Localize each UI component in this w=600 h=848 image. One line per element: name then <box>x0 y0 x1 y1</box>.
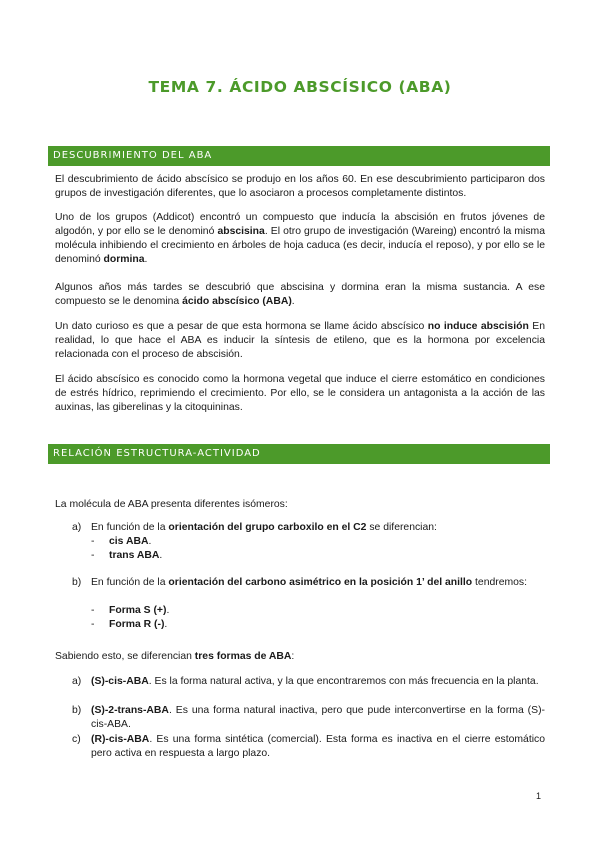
sublist-item-cis: cis ABA. <box>109 536 152 547</box>
sublist-item-forma-s: Forma S (+). <box>109 605 170 616</box>
section-heading-descubrimiento: DESCUBRIMIENTO DEL ABA <box>48 146 550 166</box>
form-item-s-cis: (S)-cis-ABA. Es la forma natural activa, y la que encontraremos con más frecuencia en la planta. <box>91 676 539 687</box>
list-item-carbono: En función de la orientación del carbono asimétrico en la posición 1’ del anillo tendremos: <box>91 577 528 588</box>
paragraph-1: El descubrimiento de ácido abscísico se produjo en los años 60. En ese descubrimiento participaron dos grupos de investigación diferentes, que lo asociaron a procesos completamente distintos. <box>55 174 545 199</box>
paragraph-4: Un dato curioso es que a pesar de que esta hormona se llame ácido abscísico no induce abscisión En realidad, lo que hace el ABA es inducir la síntesis de etileno, que es la hormona por excelencia relacionada con el proceso de abscisión. <box>55 321 545 360</box>
paragraph-2: Uno de los grupos (Addicot) encontró un compuesto que inducía la abscisión en frutos jóvenes de algodón, y por ello se le denominó abscisina. El otro grupo de investigación (Wareing) encontró la misma molécula inhibiendo el crecimiento en árboles de hoja caduca (es decir, inducía el reposo), y por ello se le denominó dormina. <box>55 212 545 265</box>
list-marker-form-a: a) <box>72 676 82 687</box>
list-item-carboxilo: En función de la orientación del grupo carboxilo en el C2 se diferencian: <box>91 522 437 533</box>
sublist-item-forma-r: Forma R (-). <box>109 619 168 630</box>
list-marker-form-b: b) <box>72 705 82 716</box>
forms-intro: Sabiendo esto, se diferencian tres formas de ABA: <box>55 651 295 662</box>
form-item-s-2-trans: (S)-2-trans-ABA. Es una forma natural inactiva, pero que pude interconvertirse en la forma (S)-cis-ABA. <box>91 705 545 730</box>
sublist-item-trans: trans ABA. <box>109 550 163 561</box>
document-title: TEMA 7. ÁCIDO ABSCÍSICO (ABA) <box>148 78 452 96</box>
dash-marker: - <box>91 536 95 547</box>
dash-marker: - <box>91 550 95 561</box>
dash-marker: - <box>91 619 95 630</box>
isomers-intro: La molécula de ABA presenta diferentes isómeros: <box>55 499 288 510</box>
list-marker-form-c: c) <box>72 734 81 745</box>
paragraph-5: El ácido abscísico es conocido como la hormona vegetal que induce el cierre estomático en condiciones de estrés hídrico, reprimiendo el crecimiento. Por ello, se le considera un antagonista a la acción de las auxinas, las giberelinas y la citoquininas. <box>55 374 545 413</box>
page-number: 1 <box>536 791 542 801</box>
dash-marker: - <box>91 605 95 616</box>
form-item-r-cis: (R)-cis-ABA. Es una forma sintética (comercial). Esta forma es inactiva en el cierre estomático pero activa en respuesta a largo plazo. <box>91 734 545 759</box>
list-marker-a: a) <box>72 522 82 533</box>
list-marker-b: b) <box>72 577 82 588</box>
section-heading-relacion: RELACIÓN ESTRUCTURA-ACTIVIDAD <box>48 444 550 464</box>
paragraph-3: Algunos años más tardes se descubrió que abscisina y dormina eran la misma sustancia. A ese compuesto se le denomina ácido abscísico (ABA). <box>55 282 545 307</box>
